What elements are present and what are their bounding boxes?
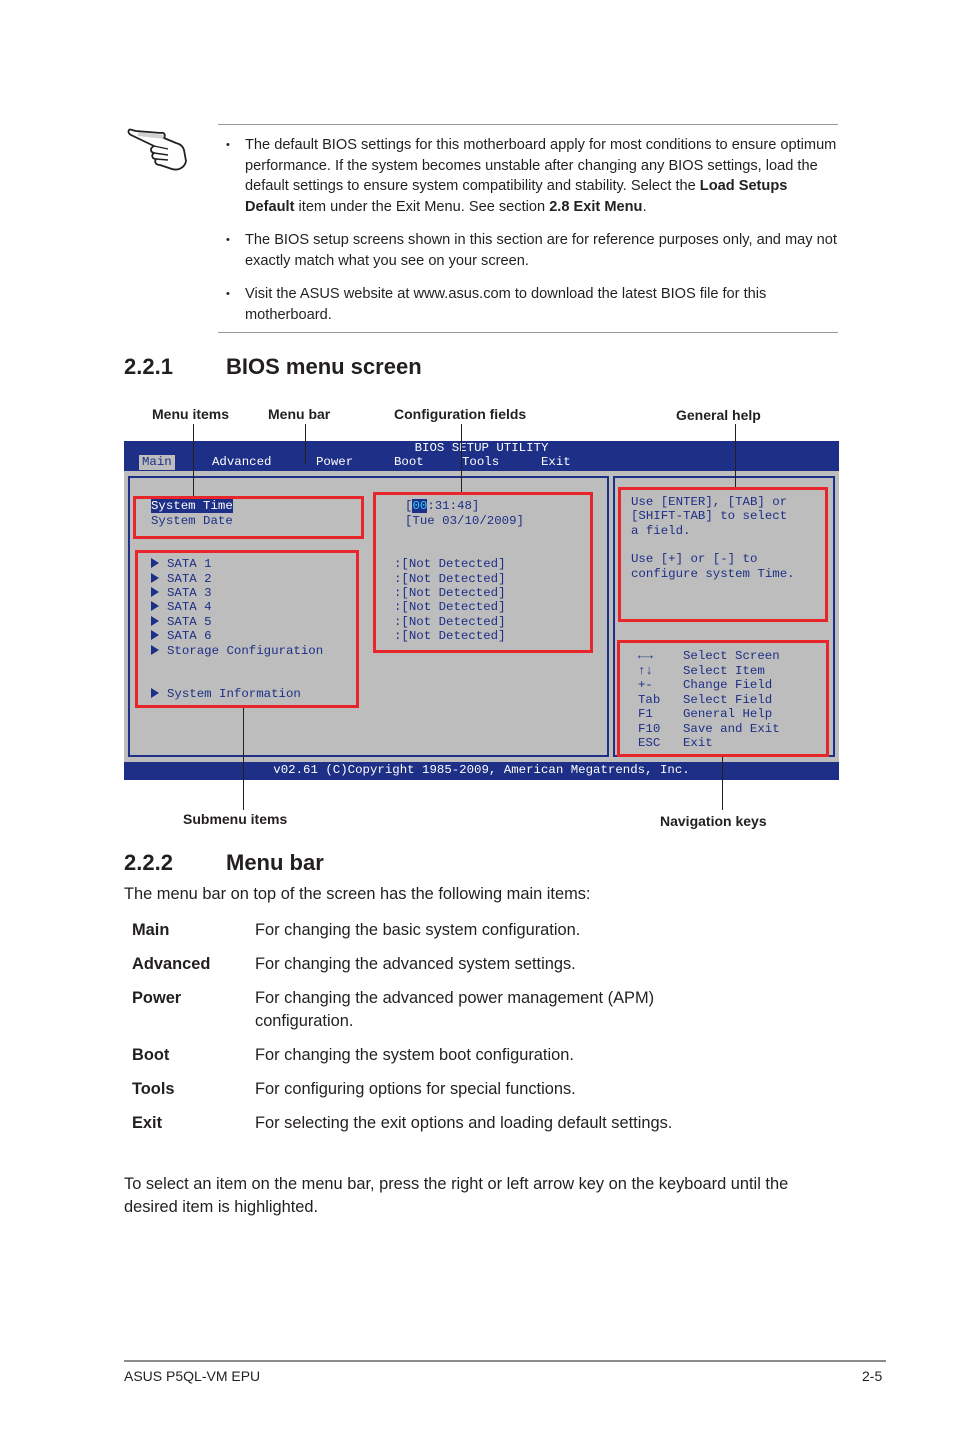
nav-action-save-and-exit: Save and Exit bbox=[683, 722, 780, 736]
note-top-rule bbox=[218, 124, 838, 125]
help-line-2: [SHIFT-TAB] to select bbox=[631, 509, 788, 523]
nav-action-exit: Exit bbox=[683, 736, 713, 750]
sata-5-value: :[Not Detected] bbox=[394, 615, 506, 629]
callout-configuration-fields: Configuration fields bbox=[394, 406, 527, 422]
callout-menu-bar: Menu bar bbox=[268, 406, 331, 422]
highlight-configuration-fields bbox=[373, 492, 593, 653]
submenu-label: Storage Configuration bbox=[167, 644, 324, 658]
config-field-date[interactable]: [Tue 03/10/2009] bbox=[405, 514, 524, 528]
section-number: 2.2.1 bbox=[124, 354, 173, 379]
nav-action-select-item: Select Item bbox=[683, 664, 765, 678]
menu-row-desc: For changing the advanced power management (APM) configuration. bbox=[255, 989, 655, 1030]
menu-row-name: Exit bbox=[132, 1114, 163, 1132]
menu-bar-intro: The menu bar on top of the screen has the following main items: bbox=[124, 885, 591, 903]
sata-1-value: :[Not Detected] bbox=[394, 557, 506, 571]
nav-key-up-down-icon: ↑↓ bbox=[638, 664, 653, 678]
callout-menu-items: Menu items bbox=[152, 406, 230, 422]
submenu-label: SATA 2 bbox=[167, 572, 212, 586]
note-bullet-3 bbox=[226, 284, 838, 325]
menu-row-name: Power bbox=[132, 989, 182, 1007]
menu-item-label: System Time bbox=[151, 499, 233, 513]
note-bullet-2 bbox=[226, 230, 838, 271]
section-number: 2.2.2 bbox=[124, 850, 173, 875]
menu-tab-advanced[interactable]: Advanced bbox=[212, 455, 272, 469]
bios-title: BIOS SETUP UTILITY bbox=[414, 441, 549, 455]
submenu-label: SATA 5 bbox=[167, 615, 212, 629]
section-title: BIOS menu screen bbox=[226, 354, 422, 379]
nav-key-esc: ESC bbox=[638, 736, 661, 750]
menu-row-desc: For configuring options for special functions. bbox=[255, 1080, 576, 1098]
pointing-hand-icon bbox=[124, 122, 190, 174]
menu-row-name: Tools bbox=[132, 1080, 175, 1098]
menu-row-desc: For changing the system boot configuration. bbox=[255, 1046, 574, 1064]
section-title: Menu bar bbox=[226, 850, 324, 875]
menu-tab-power[interactable]: Power bbox=[316, 455, 354, 469]
submenu-label: System Information bbox=[167, 687, 301, 701]
sata-3-value: :[Not Detected] bbox=[394, 586, 506, 600]
menu-row-desc: For changing the advanced system settings. bbox=[255, 955, 576, 973]
nav-key-f1: F1 bbox=[638, 707, 653, 721]
highlight-menu-items bbox=[133, 496, 364, 539]
footer-page-number: 2-5 bbox=[862, 1368, 883, 1384]
nav-key-plus-minus: +- bbox=[638, 678, 653, 692]
bios-copyright: v02.61 (C)Copyright 1985-2009, American Megatrends, Inc. bbox=[273, 763, 690, 777]
callout-navigation-keys: Navigation keys bbox=[660, 813, 767, 829]
leader-menu-bar bbox=[305, 424, 306, 464]
leader-submenu-items bbox=[243, 708, 244, 810]
menu-row-desc: For selecting the exit options and loading default settings. bbox=[255, 1114, 673, 1132]
footer-rule bbox=[124, 1360, 886, 1362]
help-line-1: Use [ENTER], [TAB] or bbox=[631, 495, 788, 509]
note-text: Visit the ASUS website at www.asus.com to download the latest BIOS file for this motherboard. bbox=[245, 286, 767, 323]
help-line-5: Use [+] or [-] to bbox=[631, 552, 758, 566]
note-bold-load-setups-default: Load Setups Default bbox=[245, 178, 788, 215]
menu-tab-exit[interactable]: Exit bbox=[541, 455, 571, 469]
menu-item-system-date[interactable]: System Date bbox=[151, 514, 233, 528]
menu-row-desc: For changing the basic system configuration. bbox=[255, 921, 581, 939]
nav-action-select-field: Select Field bbox=[683, 693, 773, 707]
highlight-general-help bbox=[618, 487, 828, 622]
menu-tab-main[interactable]: Main bbox=[139, 455, 175, 470]
time-bracket: [ bbox=[405, 499, 413, 513]
highlight-navigation-keys bbox=[617, 640, 829, 757]
highlight-submenu-items bbox=[135, 550, 359, 708]
bios-screen bbox=[124, 441, 839, 780]
sata-6-value: :[Not Detected] bbox=[394, 629, 506, 643]
leader-configuration-fields bbox=[461, 424, 462, 492]
note-bullet-1 bbox=[226, 135, 838, 217]
nav-key-tab: Tab bbox=[638, 693, 661, 707]
callout-general-help: General help bbox=[676, 407, 761, 423]
menu-row-name: Boot bbox=[132, 1046, 170, 1064]
submenu-label: SATA 4 bbox=[167, 600, 212, 614]
submenu-label: SATA 3 bbox=[167, 586, 212, 600]
nav-action-select-screen: Select Screen bbox=[683, 649, 780, 663]
sata-2-value: :[Not Detected] bbox=[394, 572, 506, 586]
nav-action-change-field: Change Field bbox=[683, 678, 773, 692]
submenu-label: SATA 1 bbox=[167, 557, 212, 571]
note-text: item under the Exit Menu. See section bbox=[294, 198, 550, 215]
menu-tab-boot[interactable]: Boot bbox=[394, 455, 424, 469]
note-bullets bbox=[226, 135, 838, 338]
note-text: The BIOS setup screens shown in this section are for reference purposes only, and may not exactly match what you see on your screen. bbox=[245, 232, 837, 269]
leader-menu-items bbox=[193, 424, 194, 496]
help-line-6: configure system Time. bbox=[631, 567, 795, 581]
nav-key-f10: F10 bbox=[638, 722, 661, 736]
note-text: The default BIOS settings for this motherboard apply for most conditions to ensure optimum performance. If the system becomes unstable after changing any BIOS settings, load the default settings to ensure system compatibility and stability. Select the bbox=[245, 137, 837, 194]
sata-4-value: :[Not Detected] bbox=[394, 600, 506, 614]
closing-paragraph: To select an item on the menu bar, press the right or left arrow key on the keyboard until the desired item is highlighted. bbox=[124, 1175, 789, 1216]
menu-row-name: Advanced bbox=[132, 955, 211, 973]
leader-general-help bbox=[735, 424, 736, 487]
time-rest: :31:48] bbox=[427, 499, 480, 513]
callout-submenu-items: Submenu items bbox=[183, 811, 288, 827]
nav-action-general-help: General Help bbox=[683, 707, 773, 721]
footer-product-name: ASUS P5QL-VM EPU bbox=[124, 1368, 261, 1384]
note-bold-exit-menu: 2.8 Exit Menu bbox=[549, 198, 643, 215]
menu-row-name: Main bbox=[132, 921, 170, 939]
time-hour-selected: 00 bbox=[412, 499, 428, 513]
nav-key-left-right-icon: ←→ bbox=[638, 649, 653, 663]
submenu-label: SATA 6 bbox=[167, 629, 212, 643]
leader-navigation-keys bbox=[722, 757, 723, 810]
menu-tab-tools[interactable]: Tools bbox=[462, 455, 500, 469]
note-text: . bbox=[642, 198, 647, 215]
help-line-3: a field. bbox=[631, 524, 691, 538]
